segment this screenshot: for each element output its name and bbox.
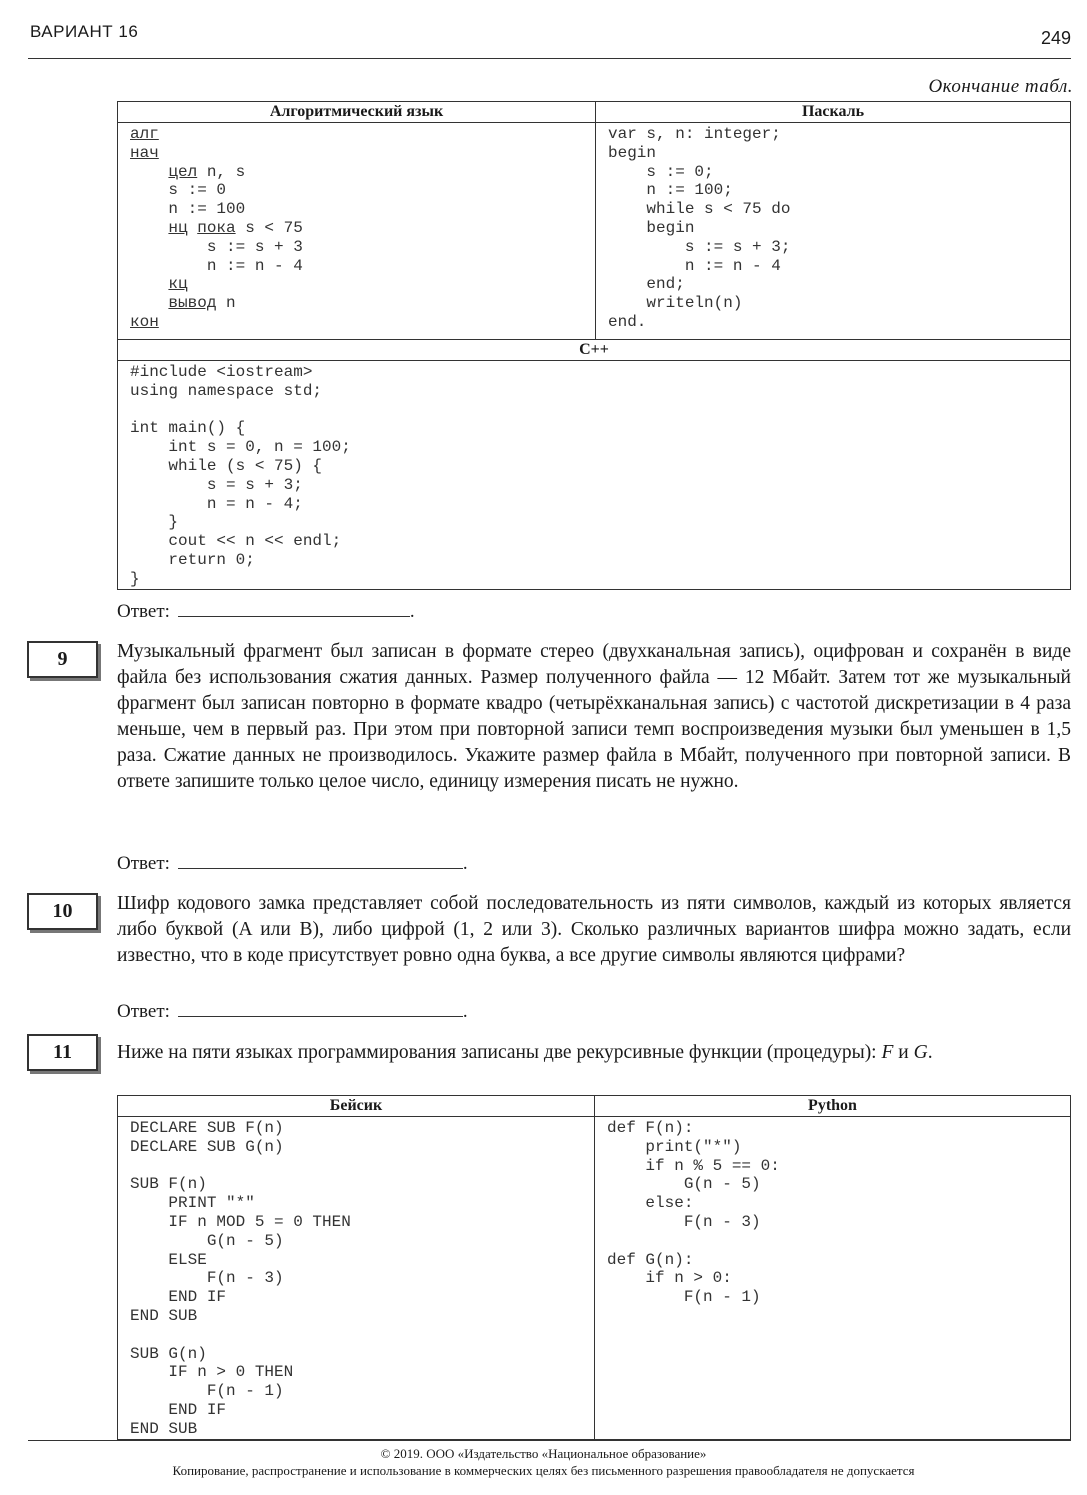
pascal-code-cell	[596, 123, 1071, 340]
question-9-number: 9	[27, 641, 98, 678]
q11-text-and: и	[893, 1042, 914, 1063]
code-line: while s < 75 do	[608, 200, 791, 219]
q11-text-end: .	[927, 1042, 933, 1063]
code-line: ELSE	[130, 1250, 207, 1269]
code-line: n := 100	[130, 200, 246, 219]
code-line: END IF	[130, 1288, 227, 1307]
basic-code	[118, 1117, 594, 1439]
algo-code	[118, 123, 595, 332]
code-line: F(n - 1)	[607, 1288, 761, 1307]
col-header-algo: Алгоритмический язык	[118, 102, 596, 123]
code-line: return 0;	[130, 550, 255, 569]
col-header-pascal: Паскаль	[596, 102, 1071, 123]
code-line: SUB G(n)	[130, 1344, 207, 1363]
code-table-1	[117, 101, 1071, 590]
code-line: нц пока s < 75	[168, 218, 303, 237]
code-line: }	[130, 569, 140, 588]
answer-8	[117, 600, 415, 623]
footer-notice: Копирование, распространение и использование в коммерческих целях без письменного разрешения правообладателя не допускается	[172, 1463, 915, 1478]
code-line: END SUB	[130, 1306, 198, 1325]
code-line: IF n > 0 THEN	[130, 1363, 294, 1382]
python-code	[595, 1117, 1070, 1307]
question-11-number: 11	[27, 1034, 98, 1071]
code-line: end.	[608, 312, 647, 331]
code-line: s := s + 3	[130, 237, 303, 256]
code-line: n := n - 4	[608, 256, 781, 275]
answer-line[interactable]	[178, 852, 463, 869]
code-line: print("*")	[607, 1137, 742, 1156]
code-line: #include <iostream>	[130, 363, 313, 381]
code-line: кц	[168, 275, 188, 294]
code-line: G(n - 5)	[130, 1231, 284, 1250]
code-line: var s, n: integer;	[608, 125, 781, 143]
code-line: END SUB	[130, 1419, 198, 1438]
code-line: DECLARE SUB G(n)	[130, 1137, 284, 1156]
func-g-label: G	[913, 1042, 928, 1063]
code-line: }	[130, 513, 179, 532]
question-9-text: Музыкальный фрагмент был записан в формате стерео (двухканальная запись), оцифрован и сохранён в виде файла без использования сжатия данных. Размер полученного файла — 12 Мбайт. Затем тот же музыкальный фрагмент был записан повторно в формате квадро (четырёхканальная запись) с частотой дискретизации в 4 раза меньше, чем в первый раз. При этом при повторной записи темп воспроизведения музыки был уменьшен в 1,5 раза. Сжатие данных не производилось. Укажите размер файла в Мбайт, полученного при повторной записи. В ответе запишите только целое число, единицу измерения писать не нужно.	[117, 641, 1071, 792]
code-line: def F(n):	[607, 1119, 694, 1137]
col-header-python: Python	[595, 1096, 1071, 1117]
code-line: n := 100;	[608, 181, 733, 200]
col-header-basic: Бейсик	[118, 1096, 595, 1117]
code-line: s := s + 3;	[608, 237, 791, 256]
code-line: s := 0	[130, 181, 227, 200]
code-line: def G(n):	[607, 1250, 694, 1269]
page-number: 249	[1040, 28, 1071, 48]
col-header-cpp: C++	[118, 340, 1071, 361]
basic-code-cell	[118, 1117, 595, 1440]
answer-label: Ответ:	[117, 853, 170, 874]
code-line: цел n, s	[168, 162, 246, 181]
code-line: cout << n << endl;	[130, 532, 342, 551]
code-line: begin	[608, 218, 695, 237]
answer-dot: .	[462, 853, 468, 874]
code-line: алг	[130, 125, 159, 143]
code-line: DECLARE SUB F(n)	[130, 1119, 284, 1137]
code-line: s := 0;	[608, 162, 714, 181]
variant-label: ВАРИАНТ 16	[30, 22, 139, 41]
footer-divider	[28, 1440, 1071, 1441]
code-line: кон	[130, 312, 159, 331]
answer-10	[117, 1000, 468, 1023]
cpp-code-cell	[118, 361, 1071, 590]
code-line: END IF	[130, 1400, 227, 1419]
answer-9	[117, 852, 468, 875]
code-line: вывод n	[168, 294, 236, 313]
code-line: if n % 5 == 0:	[607, 1156, 780, 1175]
code-line: n = n - 4;	[130, 494, 303, 513]
algo-code-cell	[118, 123, 596, 340]
code-line: IF n MOD 5 = 0 THEN	[130, 1212, 351, 1231]
answer-label: Ответ:	[117, 1001, 170, 1022]
code-line: int main() {	[130, 419, 246, 438]
footer-copyright: © 2019. ООО «Издательство «Национальное образование»	[380, 1446, 707, 1461]
pascal-code	[596, 123, 1070, 332]
code-line: int s = 0, n = 100;	[130, 438, 351, 457]
code-line: if n > 0:	[607, 1269, 732, 1288]
python-code-cell	[595, 1117, 1071, 1440]
header-divider	[28, 58, 1071, 59]
code-line: while (s < 75) {	[130, 456, 323, 475]
question-10-number: 10	[27, 893, 98, 930]
code-line: PRINT "*"	[130, 1194, 255, 1213]
func-f-label: F	[881, 1042, 894, 1063]
code-line: SUB F(n)	[130, 1175, 207, 1194]
table-continuation-label: Окончание табл.	[928, 76, 1073, 97]
code-line: end;	[608, 275, 685, 294]
code-line: F(n - 1)	[130, 1382, 284, 1401]
code-line: F(n - 3)	[607, 1212, 761, 1231]
code-line: n := n - 4	[130, 256, 303, 275]
code-line: s = s + 3;	[130, 475, 303, 494]
code-line: G(n - 5)	[607, 1175, 761, 1194]
cpp-code	[118, 361, 1070, 589]
code-line: нач	[130, 143, 159, 162]
question-11-text	[117, 1040, 1071, 1066]
q11-text-part: Ниже на пяти языках программирования записаны две рекурсивные функции (процедуры):	[117, 1042, 882, 1063]
code-line: writeln(n)	[608, 294, 743, 313]
question-10-text: Шифр кодового замка представляет собой последовательность из пяти символов, каждый из которых является либо буквой (A или B), либо цифрой (1, 2 или 3). Сколько различных вариантов шифра можно задать, если известно, что в коде присутствует ровно одна буква, а все другие символы являются цифрами?	[117, 893, 1071, 966]
code-table-2	[117, 1095, 1071, 1440]
answer-line[interactable]	[178, 1000, 463, 1017]
answer-dot: .	[409, 601, 415, 622]
answer-dot: .	[462, 1001, 468, 1022]
answer-line[interactable]	[178, 600, 410, 617]
answer-label: Ответ:	[117, 601, 170, 622]
code-line: F(n - 3)	[130, 1269, 284, 1288]
code-line: else:	[607, 1194, 694, 1213]
code-line: using namespace std;	[130, 381, 323, 400]
code-line: begin	[608, 143, 657, 162]
